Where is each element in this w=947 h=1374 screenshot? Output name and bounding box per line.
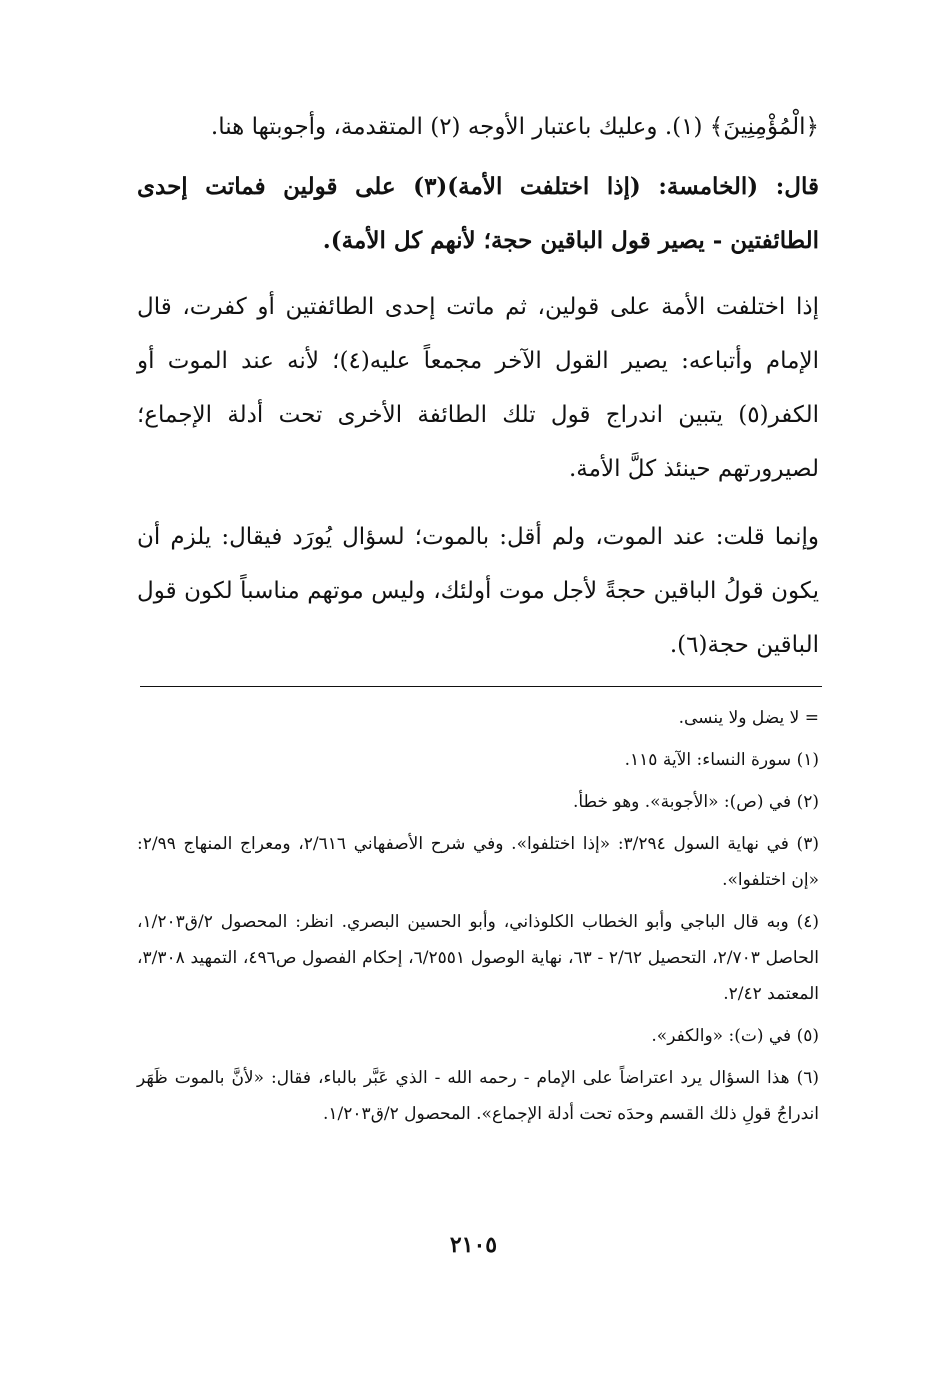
page-number: ٢١٠٥ [449,1232,498,1258]
footnotes [137,700,819,1138]
footnote-separator [140,686,822,687]
body-paragraph-4: وإنما قلت: عند الموت، ولم أقل: بالموت؛ لسؤال يُورَد فيقال: يلزم أن يكون قولُ الباقين حجةً لأجل موت أولئك، وليس موتهم مناسباً لكون قول الباقين حجة(٦). [137,524,819,658]
footnote-2: (٢) في (ص): «الأجوبة». وهو خطأ. [572,792,819,812]
footnote-4: (٤) وبه قال الباجي وأبو الخطاب الكلوذاني، وأبو الحسين البصري. انظر: المحصول ٢/ق١/٢٠٣، الحاصل ٢/٧٠٣، التحصيل ٢/٦٢ - ٦٣، نهاية الوصول ٦/٢٥٥١، إحكام الفصول ص٤٩٦، التمهيد ٣/٣٠٨، المعتمد ٢/٤٢. [137,912,819,1004]
footnote-3: (٣) في نهاية السول ٣/٢٩٤: «إذا اختلفوا». وفي شرح الأصفهاني ٢/٦١٦، ومعراج المنهاج ٢/٩٩: «إن اختلفوا». [137,834,819,890]
body-paragraph-2-bold: قال: (الخامسة: (إذا اختلفت الأمة)(٣) على قولين فماتت إحدى الطائفتين - يصير قول الباقين حجة؛ لأنهم كل الأمة). [137,173,819,254]
body-paragraph-3: إذا اختلفت الأمة على قولين، ثم ماتت إحدى الطائفتين أو كفرت، قال الإمام وأتباعه: يصير القول الآخر مجمعاً عليه(٤)؛ لأنه عند الموت أو الكفر(٥) يتبين اندراج قول تلك الطائفة الأخرى تحت أدلة الإجماع؛ لصيرورتهم حينئذ كلَّ الأمة. [137,294,820,482]
footnote-6: (٦) هذا السؤال يرد اعتراضاً على الإمام - رحمه الله - الذي عَبَّر بالباء، فقال: «لأنَّ بالموت ظَهَر اندراجُ قولِ ذلك القسم وحدَه تحت أدلة الإجماع». المحصول ٢/ق١/٢٠٣. [137,1068,819,1124]
footnote-1: (١) سورة النساء: الآية ١١٥. [624,750,819,770]
body-paragraph-1: ﴿الْمُؤْمِنِينَ﴾ (١). وعليك باعتبار الأوجه (٢) المتقدمة، وأجوبتها هنا. [210,114,819,140]
footnote-continuation: = لا يضل ولا ينسى. [678,708,819,728]
footnote-5: (٥) في (ت): «والكفر». [651,1026,819,1046]
